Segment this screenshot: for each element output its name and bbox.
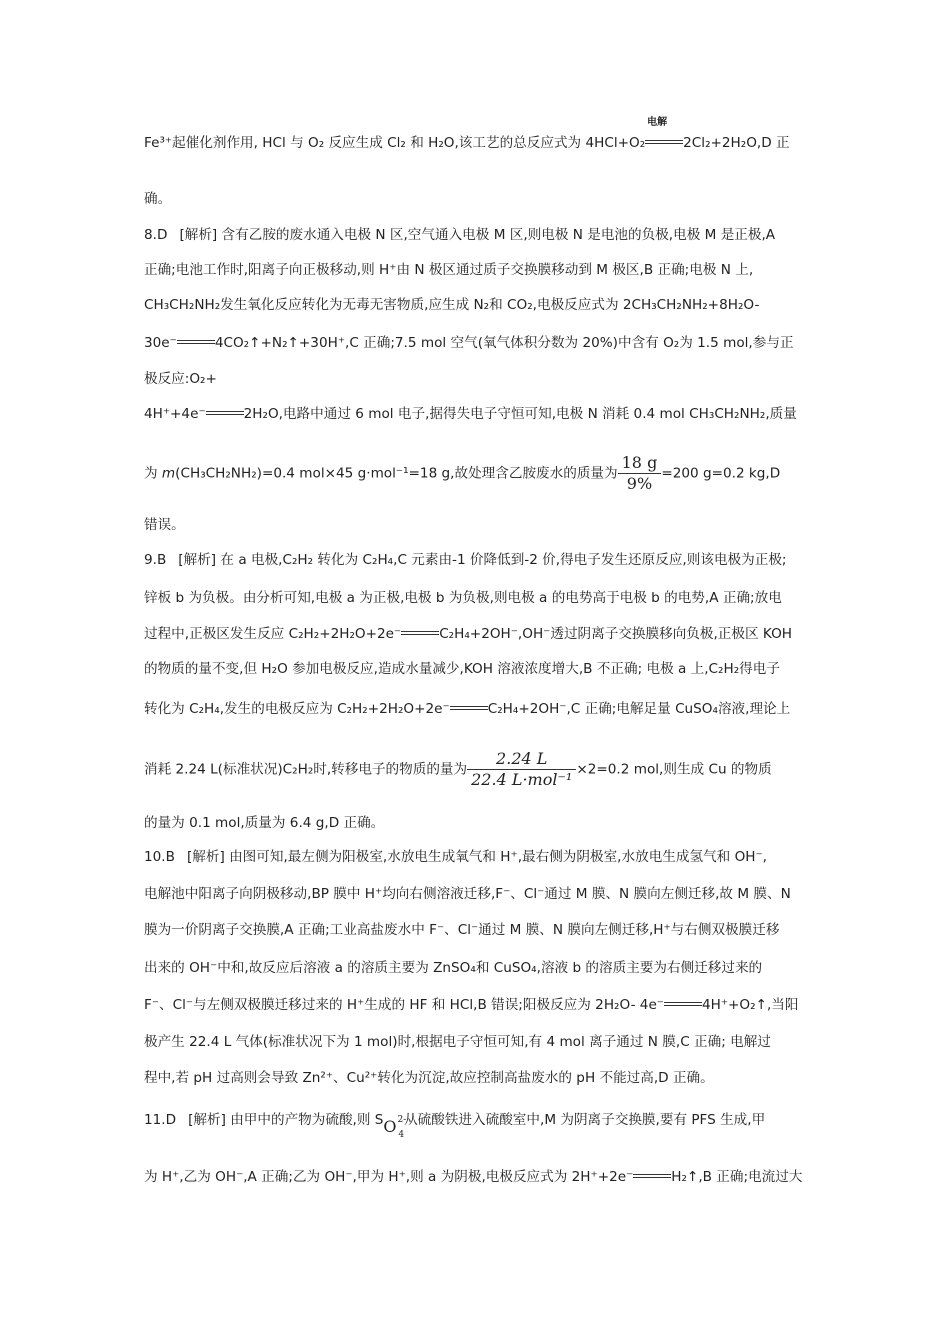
fraction-mol-electrons xyxy=(467,751,576,788)
text-line xyxy=(144,628,792,642)
line-text: 错误。 xyxy=(144,517,185,533)
line-text: 为 xyxy=(144,465,162,482)
line-text: 消耗 2.24 L(标准状况)C₂H₂时,转移电子的物质的量为 xyxy=(144,761,468,778)
line-text: 的量为 0.1 mol,质量为 6.4 g,D 正确。 xyxy=(144,815,385,831)
text-line xyxy=(144,592,782,606)
line-text: 极产生 22.4 L 气体(标准状况下为 1 mol)时,根据电子守恒可知,有 4 mol 离子通过 N 膜,C 正确; 电解过 xyxy=(144,1034,771,1050)
line-text: Fe³⁺起催化剂作用, HCl 与 O₂ 反应生成 Cl₂ 和 H₂O,该工艺的总反应式为 4HCl+O₂ xyxy=(144,135,646,151)
line-text: CH₃CH₂NH₂发生氧化反应转化为无毒无害物质,应生成 N₂和 CO₂,电极反应式为 2CH₃CH₂NH₂+8H₂O- xyxy=(144,297,760,313)
text-line xyxy=(144,337,794,351)
line-text: 的物质的量不变,但 H₂O 参加电极反应,造成水量减少,KOH 溶液浓度增大,B 不正确; 电极 a 上,C₂H₂得电子 xyxy=(144,661,780,677)
numerator: 2.24 L xyxy=(467,751,576,770)
text-line xyxy=(144,924,779,938)
text-line xyxy=(144,999,798,1013)
equals-sign xyxy=(450,703,488,717)
fraction-18g-over-9pct xyxy=(618,455,662,492)
line-text: 4H⁺+4e⁻ xyxy=(144,406,206,422)
text-line xyxy=(144,1036,771,1050)
text-line xyxy=(144,817,384,831)
analysis-text: [解析] 含有乙胺的废水通入电极 N 区,空气通入电极 M 区,则电极 N 是电池的负极,电极 M 是正极,A xyxy=(179,227,776,243)
numerator: 18 g xyxy=(618,455,662,474)
formula-letter: O xyxy=(383,1117,397,1136)
line-text: 为 H⁺,乙为 OH⁻,A 正确;乙为 OH⁻,甲为 H⁺,则 a 为阴极,电极反应式为 2H⁺+2e⁻ xyxy=(144,1169,634,1185)
text-line xyxy=(144,703,790,717)
answer-number: 8.D xyxy=(144,227,168,243)
line-text: 4CO₂↑+N₂↑+30H⁺,C 正确;7.5 mol 空气(氧气体积分数为 20%)中含有 O₂为 1.5 mol,参与正 xyxy=(214,335,794,351)
text-line xyxy=(144,519,185,533)
line-text: 2Cl₂+2H₂O,D 正 xyxy=(683,135,790,151)
answer-11-heading xyxy=(144,1108,766,1140)
text-line xyxy=(144,299,759,313)
line-text: 4H⁺+O₂↑,当阳 xyxy=(702,997,799,1013)
equals-sign xyxy=(664,999,702,1013)
analysis-text: [解析] 由甲中的产物为硫酸,则 S xyxy=(188,1112,384,1128)
line-text: 正确;电池工作时,阳离子向正极移动,则 H⁺由 N 极区通过质子交换膜移动到 M 极区,B 正确;电极 N 上, xyxy=(144,262,754,278)
text-line-1 xyxy=(144,117,790,151)
text-line xyxy=(144,373,217,387)
text-line xyxy=(144,408,797,422)
electrolysis-equals-sign xyxy=(645,117,683,151)
line-text: =200 g=0.2 kg,D xyxy=(661,465,781,482)
line-text: 程中,若 pH 过高则会导致 Zn²⁺、Cu²⁺转化为沉淀,故应控制高盐废水的 pH 不能过高,D 正确。 xyxy=(144,1070,714,1086)
answer-number: 11.D xyxy=(144,1112,177,1128)
equals-sign xyxy=(206,408,244,422)
text-line xyxy=(144,1072,714,1086)
text-line-with-fraction xyxy=(144,455,780,492)
mass-symbol: m xyxy=(161,465,176,482)
formula-subscript: 4 xyxy=(398,1130,405,1140)
sulfate-ion-formula xyxy=(383,1115,407,1140)
line-text: 过程中,正极区发生反应 C₂H₂+2H₂O+2e⁻ xyxy=(144,626,402,642)
text-line-with-fraction xyxy=(144,751,772,788)
denominator: 9% xyxy=(626,474,653,493)
line-text: F⁻、Cl⁻与左侧双极膜迁移过来的 H⁺生成的 HF 和 HCl,B 错误;阳极反应为 2H₂O- 4e⁻ xyxy=(144,997,664,1013)
equals-sign xyxy=(401,628,439,642)
line-text: C₂H₄+2OH⁻,C 正确;电解足量 CuSO₄溶液,理论上 xyxy=(487,701,791,717)
line-text: 从硫酸铁进入硫酸室中,M 为阴离子交换膜,要有 PFS 生成,甲 xyxy=(404,1112,766,1128)
text-line xyxy=(144,1171,802,1185)
reaction-condition: 电解 xyxy=(647,117,668,128)
line-text: 膜为一价阴离子交换膜,A 正确;工业高盐废水中 F⁻、Cl⁻通过 M 膜、N 膜向左侧迁移,H⁺与右侧双极膜迁移 xyxy=(144,922,780,938)
line-text: (CH₃CH₂NH₂)=0.4 mol×45 g·mol⁻¹=18 g,故处理含乙胺废水的质量为 xyxy=(175,465,618,482)
text-line-2 xyxy=(144,193,171,207)
line-text: ×2=0.2 mol,则生成 Cu 的物质 xyxy=(576,761,772,778)
answer-10-heading xyxy=(144,851,767,865)
equals-sign xyxy=(633,1171,671,1185)
line-text: 电解池中阳离子向阴极移动,BP 膜中 H⁺均向右侧溶液迁移,F⁻、Cl⁻通过 M 膜、N 膜向左侧迁移,故 M 膜、N xyxy=(144,886,791,902)
formula-charge: 2- xyxy=(397,1115,407,1125)
line-text: 锌板 b 为负极。由分析可知,电极 a 为正极,电极 b 为负极,则电极 a 的电势高于电极 b 的电势,A 正确;放电 xyxy=(144,590,782,606)
text-line xyxy=(144,888,791,902)
answer-9-heading xyxy=(144,554,787,568)
line-text: 30e⁻ xyxy=(144,335,177,351)
line-text: C₂H₄+2OH⁻,OH⁻透过阴离子交换膜移向负极,正极区 KOH xyxy=(439,626,792,642)
analysis-text: [解析] 在 a 电极,C₂H₂ 转化为 C₂H₄,C 元素由-1 价降低到-2 价,得电子发生还原反应,则该电极为正极; xyxy=(178,552,787,568)
line-text: 转化为 C₂H₄,发生的电极反应为 C₂H₂+2H₂O+2e⁻ xyxy=(144,701,450,717)
equals-sign xyxy=(177,337,215,351)
answer-8-heading xyxy=(144,229,775,243)
line-text: 2H₂O,电路中通过 6 mol 电子,据得失电子守恒可知,电极 N 消耗 0.4 mol CH₃CH₂NH₂,质量 xyxy=(243,406,797,422)
text-line xyxy=(144,663,780,677)
denominator: 22.4 L·mol⁻¹ xyxy=(471,770,573,789)
line-text: 确。 xyxy=(144,191,172,207)
text-line xyxy=(144,962,762,976)
answer-number: 10.B xyxy=(144,849,175,865)
line-text: H₂↑,B 正确;电流过大 xyxy=(671,1169,803,1185)
answer-number: 9.B xyxy=(144,552,167,568)
text-line xyxy=(144,264,753,278)
line-text: 极反应:O₂+ xyxy=(144,371,217,387)
analysis-text: [解析] 由图可知,最左侧为阳极室,水放电生成氧气和 H⁺,最右侧为阴极室,水放电生成氢气和 OH⁻, xyxy=(186,849,767,865)
line-text: 出来的 OH⁻中和,故反应后溶液 a 的溶质主要为 ZnSO₄和 CuSO₄,溶液 b 的溶质主要为右侧迁移过来的 xyxy=(144,960,763,976)
